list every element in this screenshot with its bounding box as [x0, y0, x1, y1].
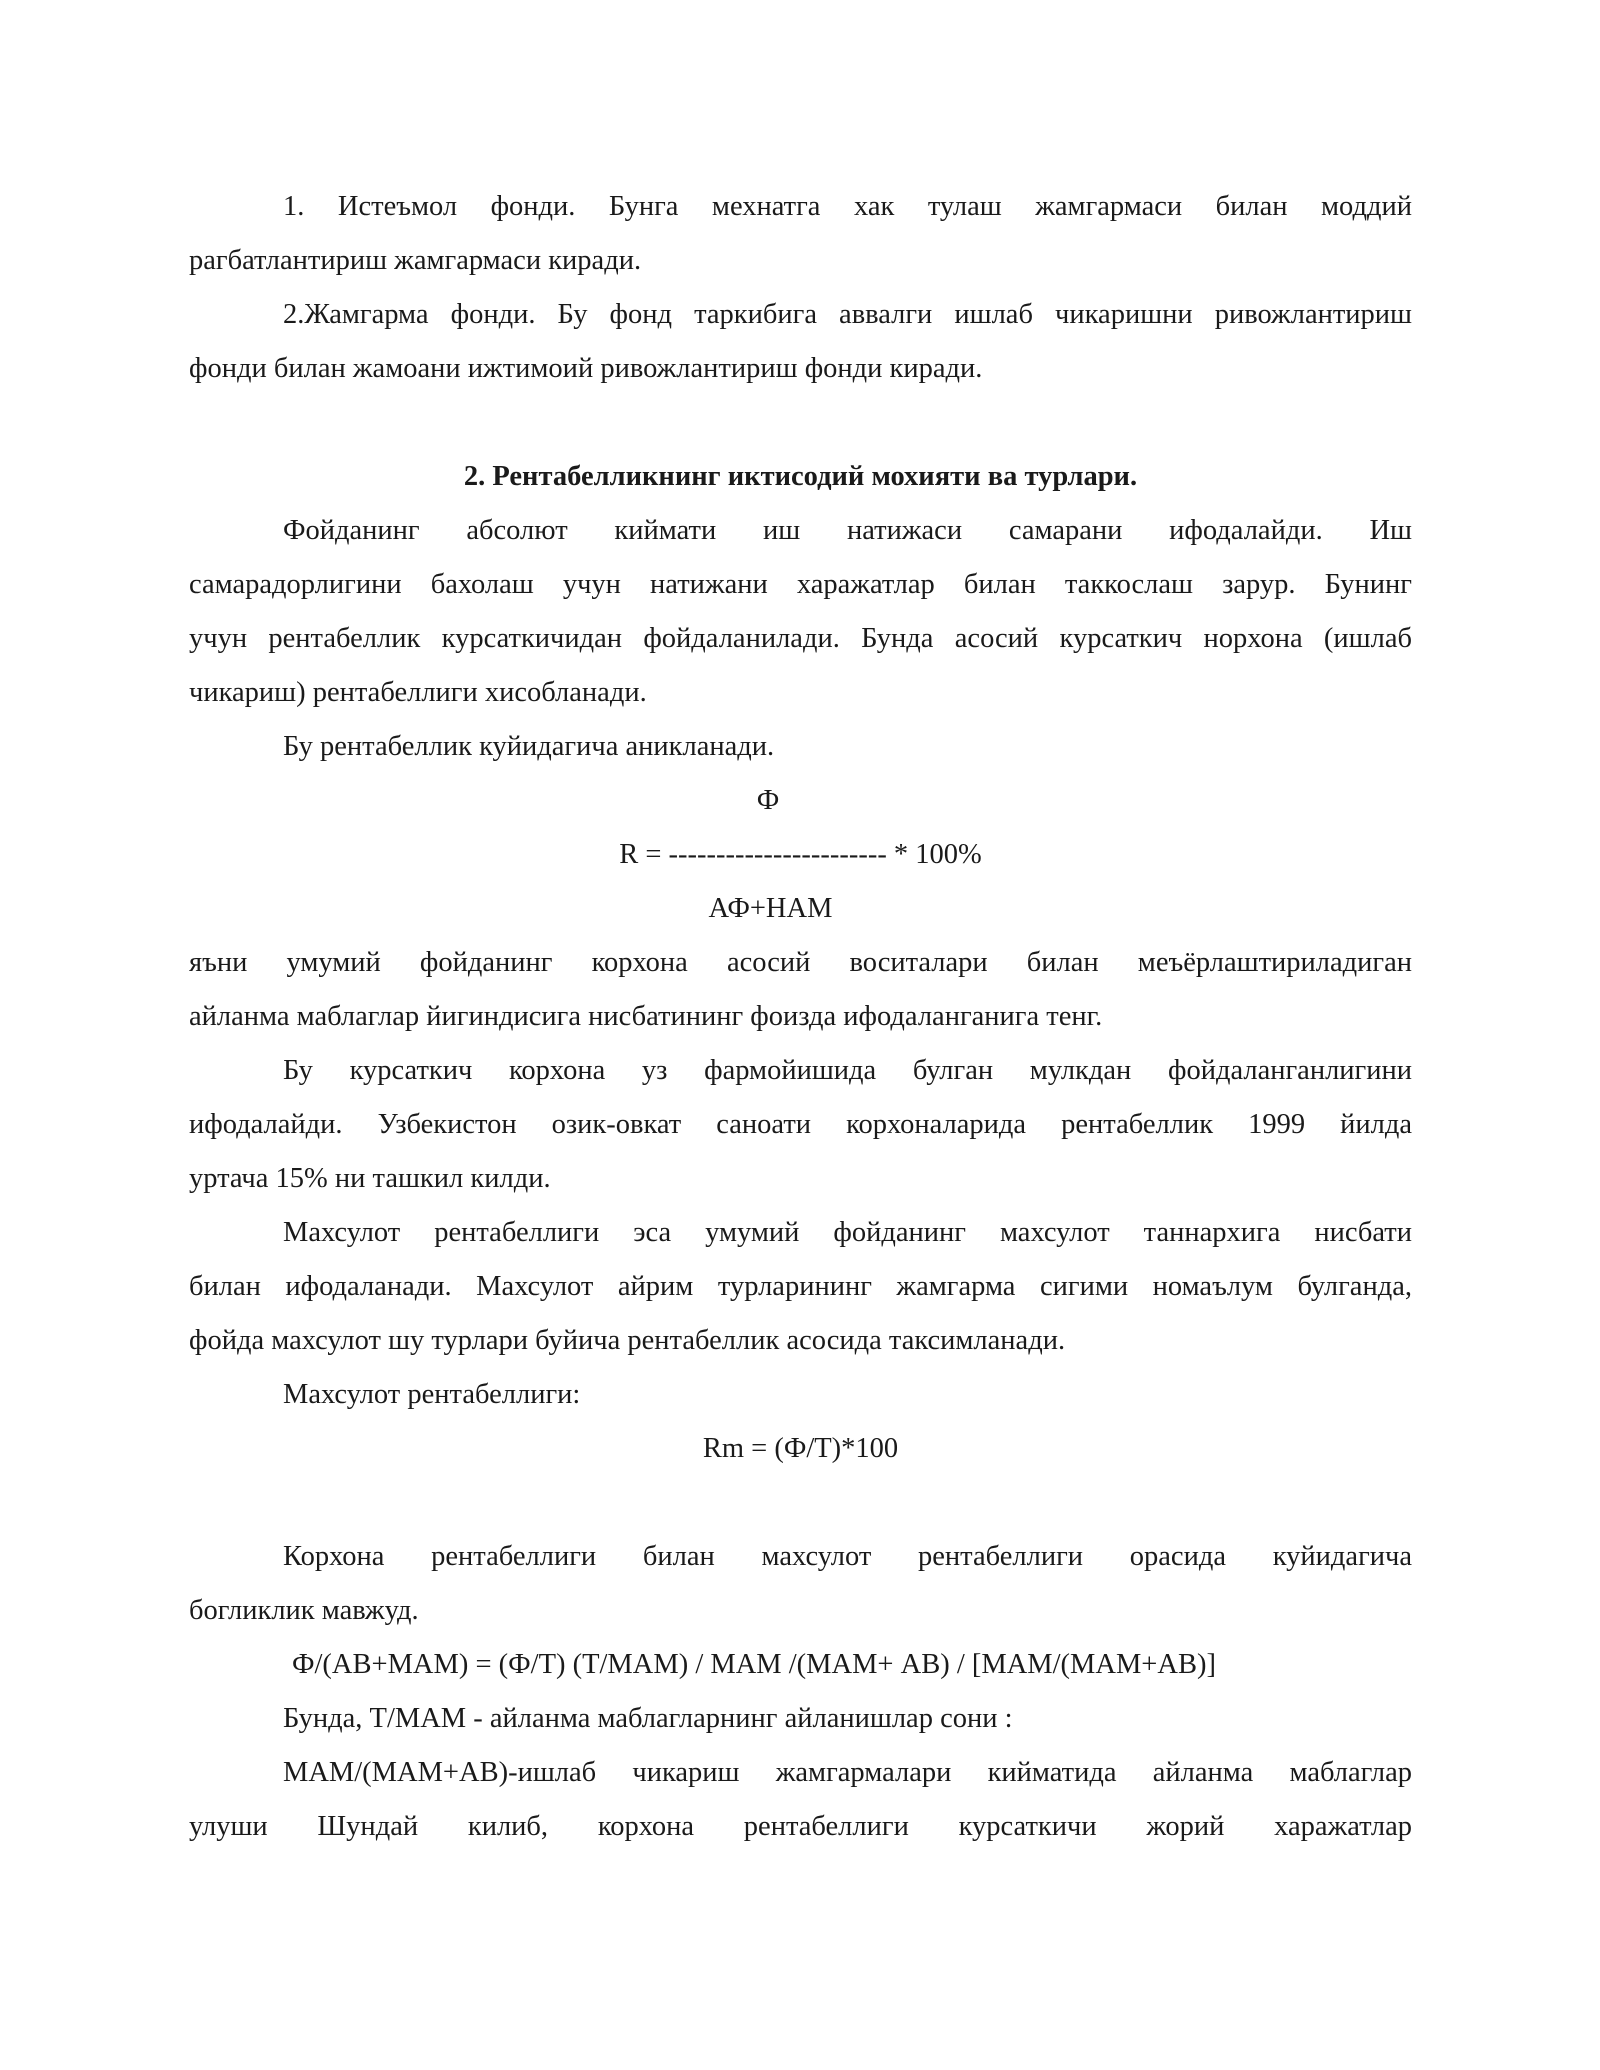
spacer	[189, 1476, 1412, 1530]
paragraph-indicator-line3: уртача 15% ни ташкил килди.	[189, 1163, 551, 1194]
formula1-numerator: Ф	[756, 785, 780, 816]
paragraph-relation-line1: Корхона рентабеллиги билан махсулот рентабеллиги орасида куйидагича	[283, 1541, 1412, 1572]
formula1-denominator: АФ+НАМ	[708, 893, 833, 924]
paragraph-profit-line2: самарадорлигини бахолаш учун натижани харажатлар билан таккослаш зарур. Бунинг	[189, 569, 1412, 600]
paragraph-product-line3: фойда махсулот шу турлари буйича рентабеллик асосида таксимланади.	[189, 1325, 1066, 1356]
paragraph-accumulation-fund-line1: 2.Жамгарма фонди. Бу фонд таркибига аввалги ишлаб чикаришни ривожлантириш	[283, 299, 1412, 330]
paragraph-turnover-line1: Бунда, Т/МАМ - айланма маблагларнинг айланишлар сони :	[283, 1703, 1013, 1734]
spacer	[189, 396, 1412, 450]
paragraph-relation-line2: богликлик мавжуд.	[189, 1595, 419, 1626]
paragraph-profit-line1: Фойданинг абсолют киймати иш натижаси самарани ифодалайди. Иш	[283, 515, 1412, 546]
paragraph-meaning-line1: яъни умумий фойданинг корхона асосий воситалари билан меъёрлаштириладиган	[189, 947, 1412, 978]
document-page	[189, 180, 1412, 1854]
paragraph-share-line2: улуши Шундай килиб, корхона рентабеллиги курсаткичи жорий харажатлар	[189, 1811, 1412, 1842]
paragraph-product-line2: билан ифодаланади. Махсулот айрим турларининг жамгарма сигими номаълум булганда,	[189, 1271, 1412, 1302]
formula3: Ф/(АВ+МАМ) = (Ф/Т) (Т/МАМ) / МАМ /(МАМ+ АВ) / [МАМ/(МАМ+АВ)]	[292, 1649, 1216, 1680]
paragraph-consumption-fund-line1: 1. Истеъмол фонди. Бунга мехнатга хак тулаш жамгармаси билан моддий	[283, 191, 1412, 222]
paragraph-share-line1: МАМ/(МАМ+АВ)-ишлаб чикариш жамгармалари кийматида айланма маблаглар	[283, 1757, 1412, 1788]
formula2: Rm = (Ф/Т)*100	[702, 1433, 899, 1464]
paragraph-indicator-line1: Бу курсаткич корхона уз фармойишида булган мулкдан фойдаланганлигини	[283, 1055, 1412, 1086]
paragraph-product-line1: Махсулот рентабеллиги эса умумий фойданинг махсулот таннархига нисбати	[283, 1217, 1412, 1248]
paragraph-accumulation-fund-line2: фонди билан жамоани ижтимоий ривожлантириш фонди киради.	[189, 353, 983, 384]
formula1-main: R = ----------------------- * 100%	[619, 839, 982, 870]
paragraph-defined-line1: Бу рентабеллик куйидагича аникланади.	[283, 731, 775, 762]
section-heading: 2. Рентабелликнинг иктисодий мохияти ва турлари.	[463, 461, 1138, 492]
paragraph-meaning-line2: айланма маблаглар йигиндисига нисбатининг фоизда ифодаланганига тенг.	[189, 1001, 1103, 1032]
paragraph-indicator-line2: ифодалайди. Узбекистон озик-овкат саноати корхоналарида рентабеллик 1999 йилда	[189, 1109, 1412, 1140]
paragraph-profit-line4: чикариш) рентабеллиги хисобланади.	[189, 677, 647, 708]
paragraph-consumption-fund-line2: рагбатлантириш жамгармаси киради.	[189, 245, 642, 276]
paragraph-product-profitability-label: Махсулот рентабеллиги:	[283, 1379, 581, 1410]
paragraph-profit-line3: учун рентабеллик курсаткичидан фойдаланилади. Бунда асосий курсаткич норхона (ишлаб	[189, 623, 1412, 654]
